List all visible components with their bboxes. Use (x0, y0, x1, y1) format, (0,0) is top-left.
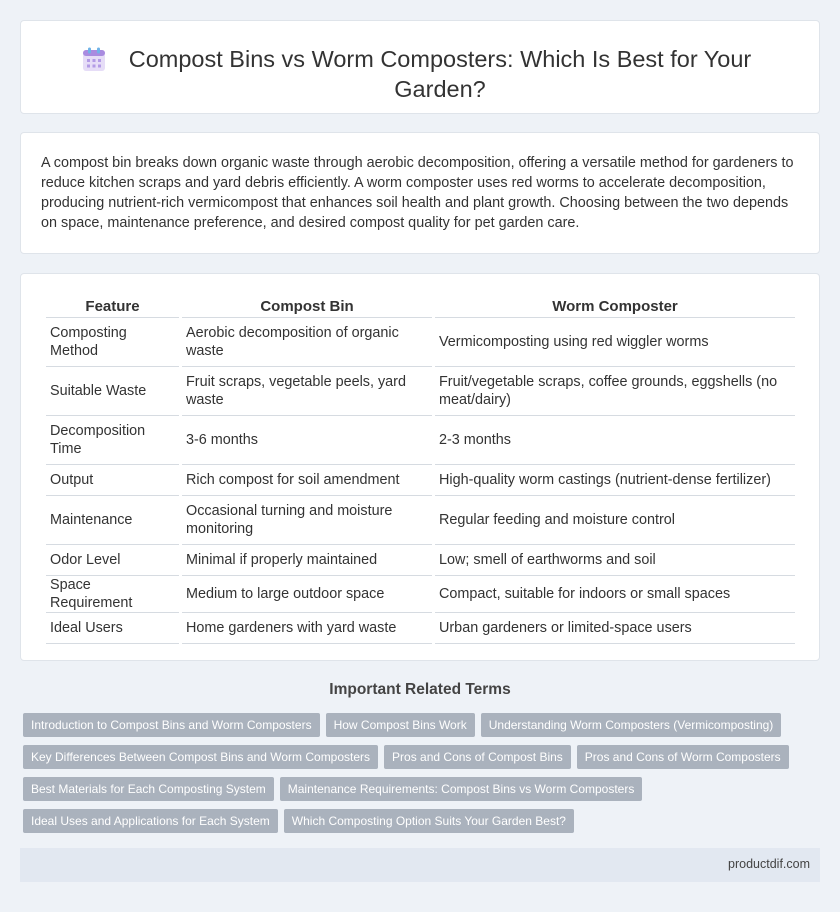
related-term-tag[interactable]: Pros and Cons of Worm Composters (577, 745, 789, 769)
table-cell: Compact, suitable for indoors or small spaces (435, 576, 795, 613)
table-cell: Space Requirement (46, 576, 179, 613)
table-cell: Ideal Users (46, 613, 179, 644)
table-cell: 3-6 months (182, 416, 432, 465)
page-title: Compost Bins vs Worm Composters: Which Is Best for Your Garden? (128, 46, 752, 102)
footer (20, 848, 820, 882)
table-row (46, 613, 795, 644)
table-cell: Aerobic decomposition of organic waste (182, 318, 432, 367)
related-term-tag[interactable]: Which Composting Option Suits Your Garden Best? (284, 809, 574, 833)
table-cell: Fruit/vegetable scraps, coffee grounds, eggshells (no meat/dairy) (435, 367, 795, 416)
header-feature: Feature (46, 296, 179, 318)
related-term-tag[interactable]: Maintenance Requirements: Compost Bins vs Worm Composters (280, 777, 643, 801)
table-cell: High-quality worm castings (nutrient-dense fertilizer) (435, 465, 795, 496)
related-term-tag[interactable]: Introduction to Compost Bins and Worm Composters (23, 713, 320, 737)
table-cell: Low; smell of earthworms and soil (435, 545, 795, 576)
table-cell: Suitable Waste (46, 367, 179, 416)
table-row (46, 496, 795, 545)
table-cell: Fruit scraps, vegetable peels, yard waste (182, 367, 432, 416)
related-term-tag[interactable]: How Compost Bins Work (326, 713, 475, 737)
comparison-table (43, 296, 798, 644)
table-row (46, 465, 795, 496)
related-term-tag[interactable]: Key Differences Between Compost Bins and Worm Composters (23, 745, 378, 769)
table-cell: Minimal if properly maintained (182, 545, 432, 576)
table-cell: Urban gardeners or limited-space users (435, 613, 795, 644)
table-row (46, 367, 795, 416)
table-cell: Odor Level (46, 545, 179, 576)
header-worm-composter: Worm Composter (435, 296, 795, 318)
related-terms-list (23, 713, 823, 841)
related-term-tag[interactable]: Pros and Cons of Compost Bins (384, 745, 571, 769)
table-cell: Composting Method (46, 318, 179, 367)
table-cell: Vermicomposting using red wiggler worms (435, 318, 795, 367)
table-header-row (46, 296, 795, 318)
comparison-card (20, 273, 820, 661)
table-cell: Rich compost for soil amendment (182, 465, 432, 496)
table-cell: Maintenance (46, 496, 179, 545)
intro-card (20, 132, 820, 254)
table-cell: Medium to large outdoor space (182, 576, 432, 613)
table-cell: Occasional turning and moisture monitoring (182, 496, 432, 545)
footer-brand[interactable]: productdif.com (728, 857, 810, 871)
table-cell: Decomposition Time (46, 416, 179, 465)
table-row (46, 318, 795, 367)
table-row (46, 576, 795, 613)
related-term-tag[interactable]: Understanding Worm Composters (Vermicomposting) (481, 713, 782, 737)
table-cell: Home gardeners with yard waste (182, 613, 432, 644)
table-row (46, 416, 795, 465)
header-card (20, 20, 820, 114)
related-term-tag[interactable]: Best Materials for Each Composting System (23, 777, 274, 801)
related-term-tag[interactable]: Ideal Uses and Applications for Each System (23, 809, 278, 833)
table-cell: Regular feeding and moisture control (435, 496, 795, 545)
table-cell: 2-3 months (435, 416, 795, 465)
table-row (46, 545, 795, 576)
related-terms-heading: Important Related Terms (329, 681, 511, 698)
header-compost-bin: Compost Bin (182, 296, 432, 318)
table-cell: Output (46, 465, 179, 496)
intro-paragraph: A compost bin breaks down organic waste through aerobic decomposition, offering a versatile method for gardeners to reduce kitchen scraps and yard debris efficiently. A worm composter uses red worms to accelerate decomposition, producing nutrient-rich vermicompost that enhances soil health and plant growth. Choosing between the two depends on space, maintenance preference, and desired compost quality for pet garden care. (41, 155, 794, 231)
